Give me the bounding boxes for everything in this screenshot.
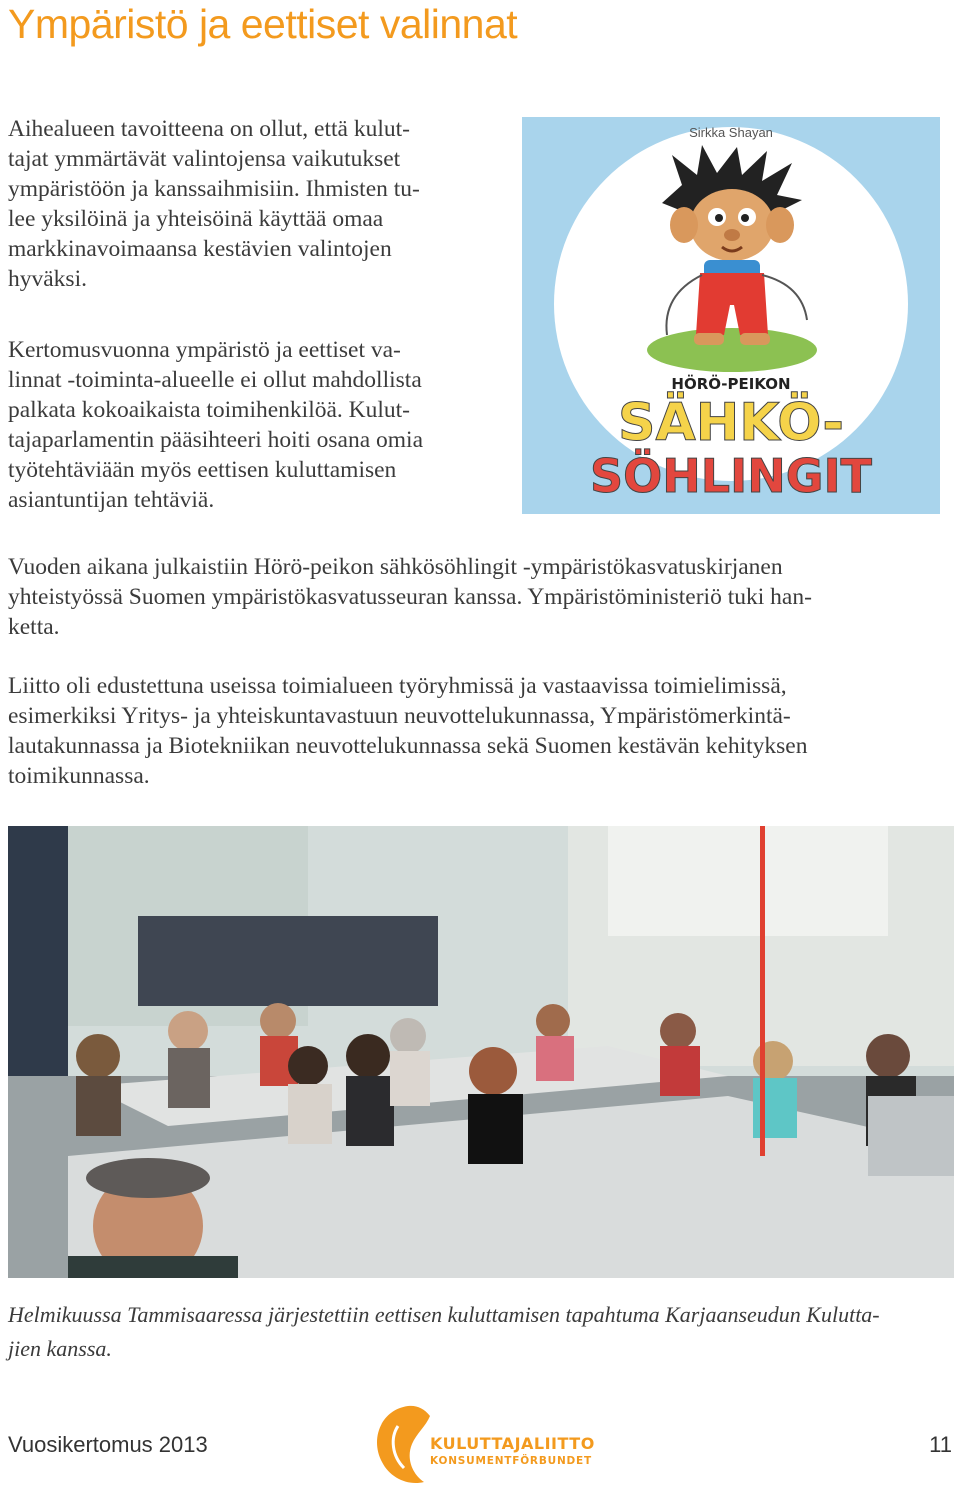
text-line: ketta. — [8, 614, 60, 640]
text-line: lautakunnassa ja Biotekniikan neuvottelukunnassa sekä Suomen kestävän kehityksen — [8, 733, 808, 759]
text-line: linnat -toiminta-alueelle ei ollut mahdollista — [8, 367, 422, 393]
text-line: työtehtäviään myös eettisen kuluttamisen — [8, 457, 397, 483]
footer-report-title: Vuosikertomus 2013 — [8, 1432, 208, 1457]
text-line: ympäristöön ja kanssaihmisiin. Ihmisten tu- — [8, 176, 420, 202]
caption-line: Helmikuussa Tammisaaressa järjestettiin eettisen kuluttamisen tapahtuma Karjaanseudun Kulutta- — [8, 1302, 880, 1327]
cover-subtitle: HÖRÖ-PEIKON — [671, 375, 791, 393]
troll-illustration — [642, 145, 822, 375]
cover-author: Sirkka Shayan — [689, 125, 773, 140]
text-line: tajat ymmärtävät valintojensa vaikutukset — [8, 146, 401, 172]
logo-name: KULUTTAJALIITTO — [430, 1434, 595, 1453]
caption-line: jien kanssa. — [8, 1336, 112, 1361]
cover-title-line2: SÖHLINGIT — [590, 449, 872, 503]
text-line: Aihealueen tavoitteena on ollut, että kulut- — [8, 116, 410, 142]
classroom-scene — [8, 826, 954, 1278]
text-line: Vuoden aikana julkaistiin Hörö-peikon sähkösöhlingit -ympäristökasvatuskirjanen — [8, 554, 783, 580]
text-line: markkinavoimaansa kestävien valintojen — [8, 236, 392, 262]
text-line: asiantuntijan tehtäviä. — [8, 487, 215, 513]
text-line: palkata kokoaikaista toimihenkilöä. Kulut- — [8, 397, 411, 423]
staffing-paragraph — [8, 335, 498, 515]
text-line: esimerkiksi Yritys- ja yhteiskuntavastuun neuvottelukunnassa, Ympäristömerkintä- — [8, 703, 791, 729]
text-line: hyväksi. — [8, 266, 87, 292]
logo-subtitle: KONSUMENTFÖRBUNDET — [430, 1455, 592, 1467]
page-number: 11 — [929, 1432, 952, 1457]
text-line: Kertomusvuonna ympäristö ja eettiset va- — [8, 337, 401, 363]
text-line: yhteistyössä Suomen ympäristökasvatusseuran kanssa. Ympäristöministeriö tuki han- — [8, 584, 812, 610]
text-line: toimikunnassa. — [8, 763, 150, 789]
book-cover-image — [522, 117, 940, 514]
photo-caption — [8, 1298, 880, 1366]
intro-paragraph — [8, 114, 478, 294]
text-line: lee yksilöinä ja yhteisöinä käyttää omaa — [8, 206, 384, 232]
text-line: tajaparlamentin pääsihteeri hoiti osana omia — [8, 427, 424, 453]
publication-paragraph — [8, 552, 954, 642]
cover-title-line1: SÄHKÖ- — [618, 393, 844, 453]
text-line: Liitto oli edustettuna useissa toimialueen työryhmissä ja vastaavissa toimielimissä, — [8, 673, 787, 699]
representation-paragraph — [8, 671, 954, 791]
event-photo — [8, 826, 954, 1278]
page-title: Ympäristö ja eettiset valinnat — [8, 1, 518, 47]
